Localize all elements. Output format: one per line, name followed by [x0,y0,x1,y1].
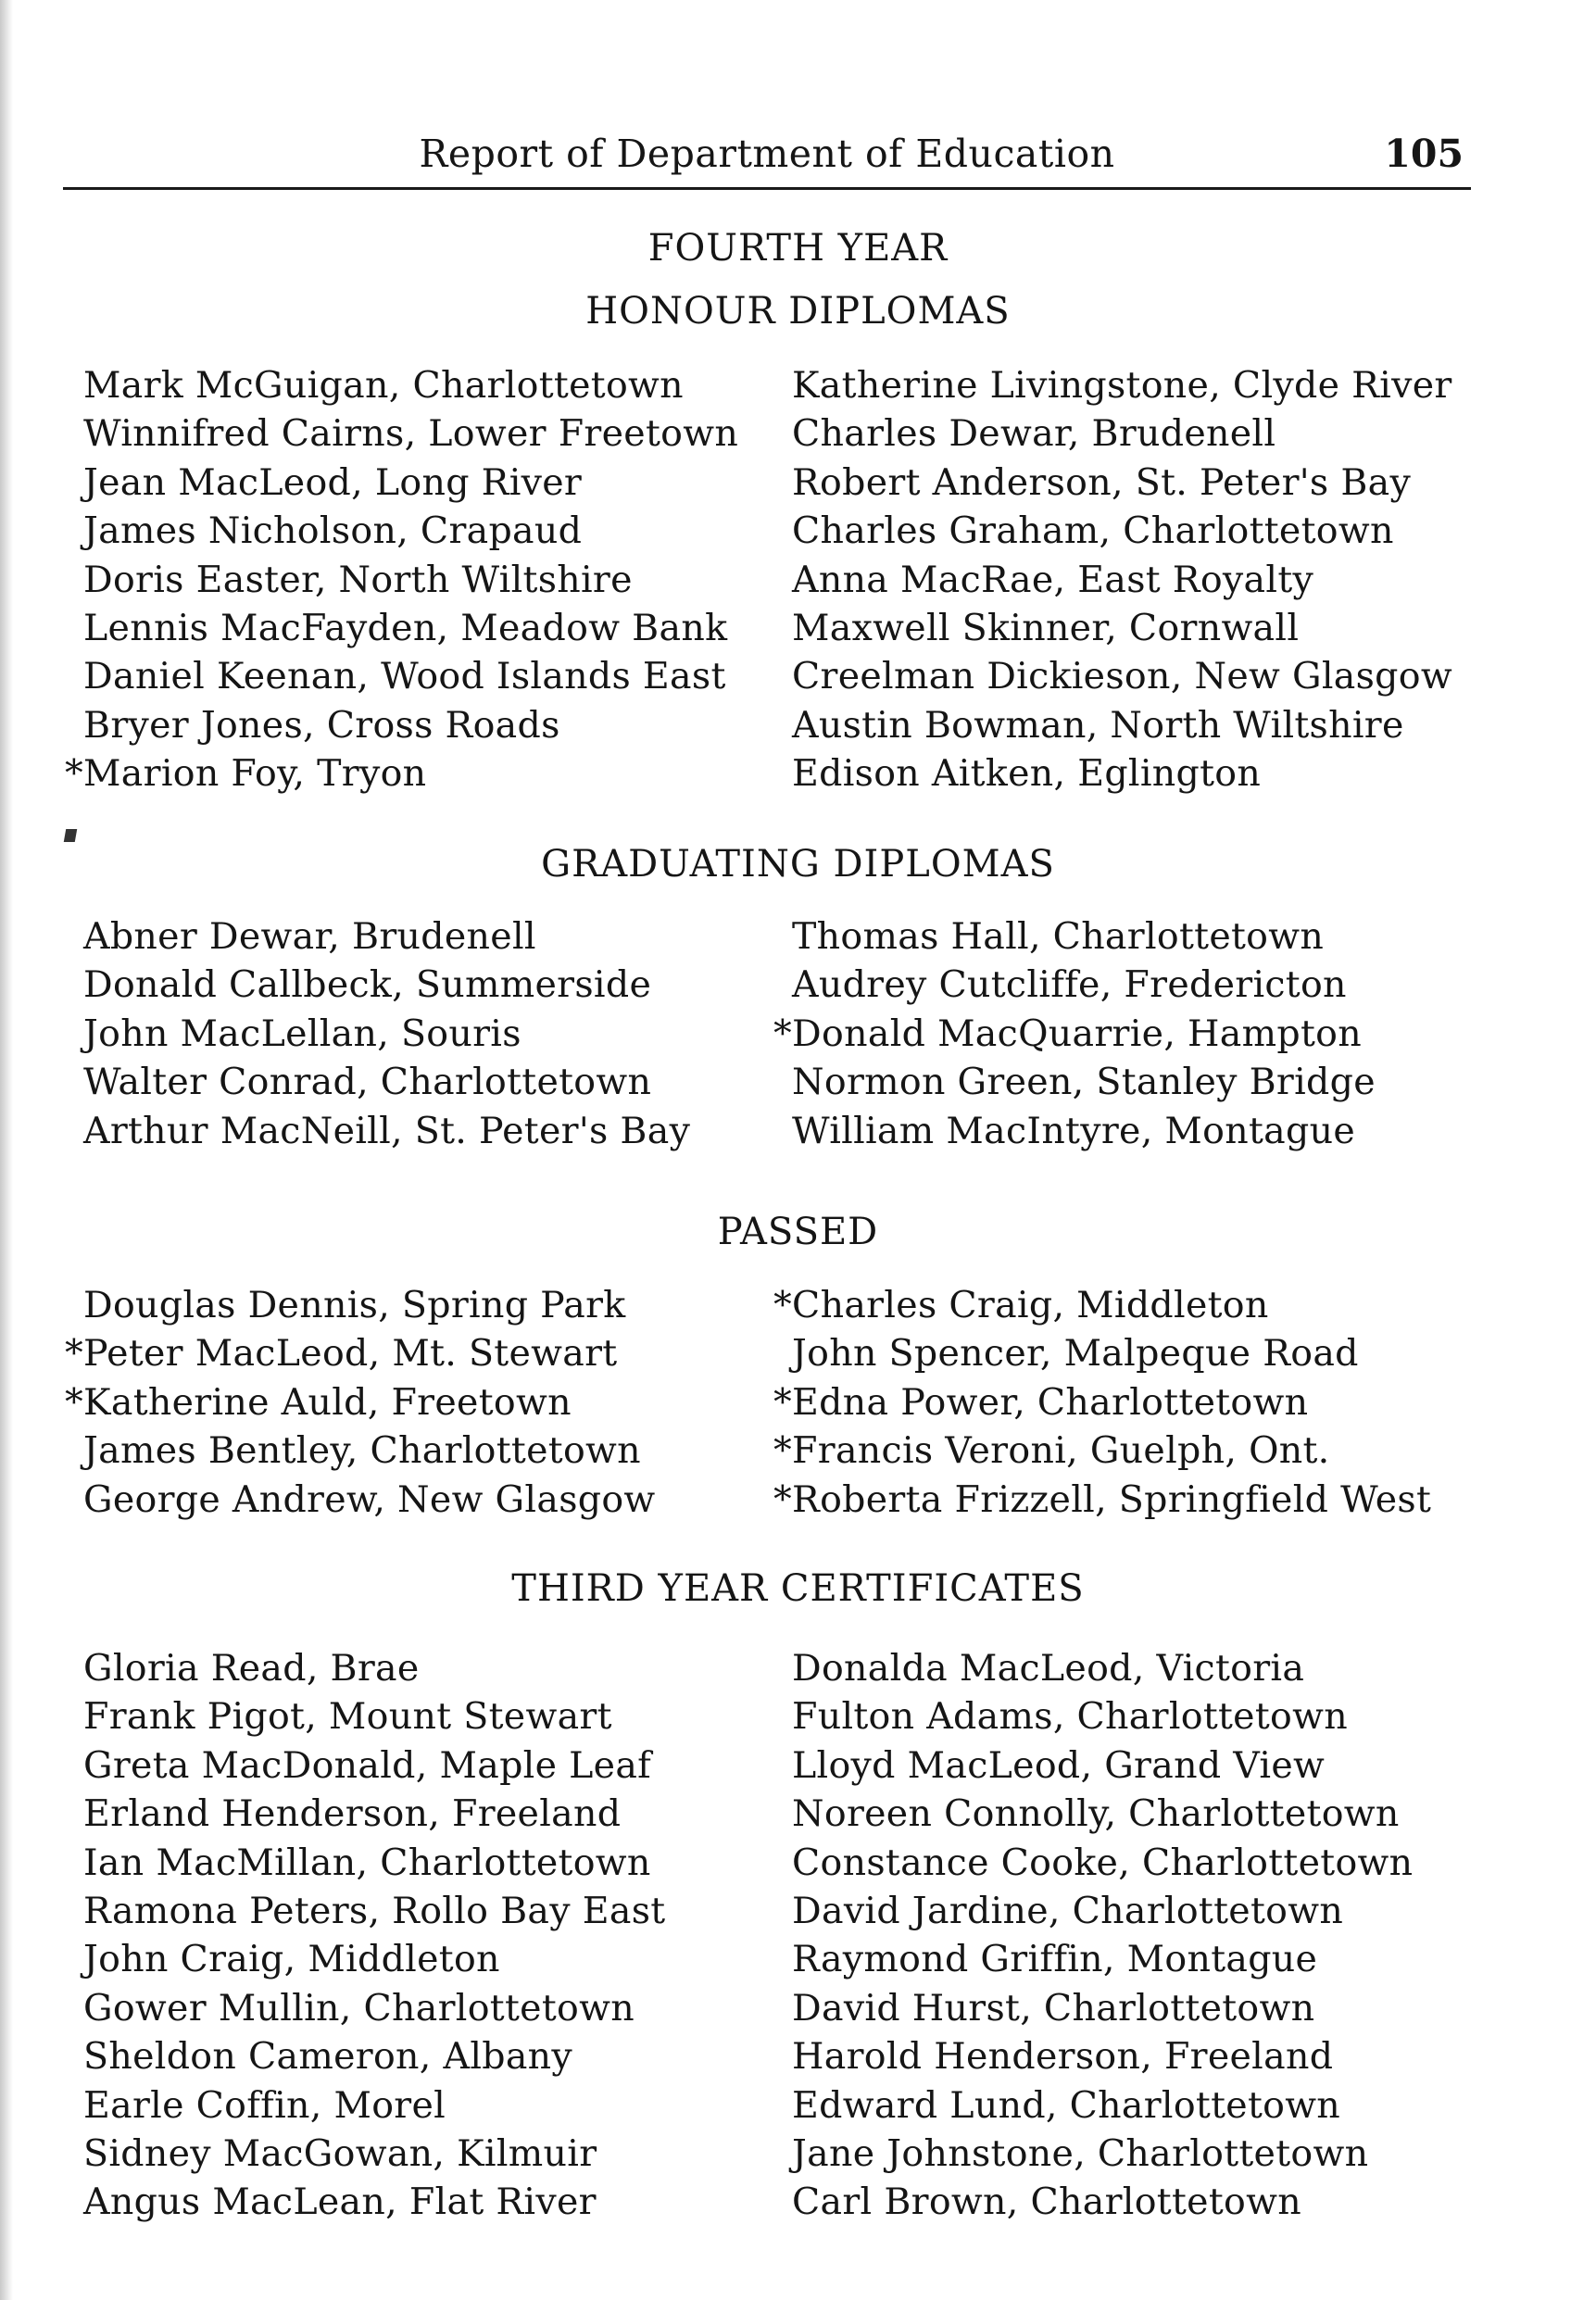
list-item: Carl Brown, Charlottetown [792,2181,1301,2224]
list-item: David Jardine, Charlottetown [792,1889,1344,1932]
list-item: Charles Graham, Charlottetown [792,509,1394,553]
list-item: Ramona Peters, Rollo Bay East [83,1889,666,1932]
heading-honour-diplomas: HONOUR DIPLOMAS [585,290,1011,333]
heading-graduating-diplomas: GRADUATING DIPLOMAS [541,843,1055,886]
list-item: William MacIntyre, Montague [792,1109,1356,1152]
list-item: Doris Easter, North Wiltshire [83,558,633,601]
list-item: Audrey Cutcliffe, Fredericton [792,963,1347,1007]
list-item: Mark McGuigan, Charlottetown [83,364,684,407]
header-title: Report of Department of Education [419,132,1115,176]
page-edge-shadow [0,0,13,2300]
list-item: Jean MacLeod, Long River [83,460,583,504]
list-item: John Spencer, Malpeque Road [792,1332,1359,1376]
list-item: Winnifred Cairns, Lower Freetown [83,412,739,456]
heading-third-year-certificates: THIRD YEAR CERTIFICATES [511,1567,1085,1610]
list-item: Constance Cooke, Charlottetown [792,1841,1414,1884]
page-header [63,130,1471,190]
list-item: Harold Henderson, Freeland [792,2035,1334,2079]
heading-passed: PASSED [717,1211,879,1253]
ink-mark [64,829,77,842]
list-item: Thomas Hall, Charlottetown [792,915,1325,958]
list-item: Fulton Adams, Charlottetown [792,1695,1348,1739]
list-item: Angus MacLean, Flat River [83,2181,597,2224]
graduating-right-column [773,912,1376,1155]
list-item: Bryer Jones, Cross Roads [83,703,560,747]
list-item: Charles Dewar, Brudenell [792,412,1276,456]
list-item: Donald Callbeck, Summerside [83,963,652,1007]
list-item: *Francis Veroni, Guelph, Ont. [773,1429,1330,1473]
list-item: Creelman Dickieson, New Glasgow [792,655,1452,698]
third-year-left-column [83,1644,665,2227]
list-item: *Marion Foy, Tryon [65,752,427,796]
list-item: Robert Anderson, St. Peter's Bay [792,460,1412,504]
list-item: Ian MacMillan, Charlottetown [83,1841,651,1884]
passed-right-column [773,1281,1432,1524]
list-item: Donalda MacLeod, Victoria [792,1647,1305,1690]
list-item: Abner Dewar, Brudenell [83,915,536,958]
list-item: David Hurst, Charlottetown [792,1986,1315,2030]
list-item: Arthur MacNeill, St. Peter's Bay [83,1109,691,1152]
list-item: Edward Lund, Charlottetown [792,2083,1341,2127]
list-item: Douglas Dennis, Spring Park [83,1284,626,1326]
list-item: Daniel Keenan, Wood Islands East [83,655,726,698]
list-item: Lennis MacFayden, Meadow Bank [83,606,728,649]
list-item: Maxwell Skinner, Cornwall [792,606,1300,649]
list-item: Jane Johnstone, Charlottetown [792,2131,1369,2175]
graduating-left-column [83,912,690,1155]
list-item: James Nicholson, Crapaud [83,509,583,553]
list-item: *Katherine Auld, Freetown [65,1380,572,1424]
list-item: George Andrew, New Glasgow [83,1477,656,1521]
list-item: Sheldon Cameron, Albany [83,2035,573,2079]
honour-left-column [65,361,739,798]
list-item: Raymond Griffin, Montague [792,1938,1318,1981]
list-item: Sidney MacGowan, Kilmuir [83,2131,597,2175]
list-item: Austin Bowman, North Wiltshire [792,703,1404,747]
list-item: *Peter MacLeod, Mt. Stewart [65,1332,618,1376]
list-item: Gower Mullin, Charlottetown [83,1986,635,2030]
third-year-right-column [792,1644,1413,2227]
list-item: Normon Green, Stanley Bridge [792,1061,1376,1104]
list-item: *Donald MacQuarrie, Hampton [773,1012,1362,1055]
list-item: Earle Coffin, Morel [83,2083,446,2127]
list-item: James Bentley, Charlottetown [83,1429,641,1473]
list-item: John Craig, Middleton [83,1938,500,1981]
list-item: Frank Pigot, Mount Stewart [83,1695,612,1739]
list-item: Noreen Connolly, Charlottetown [792,1792,1400,1836]
page-number: 105 [1384,132,1464,176]
list-item: Gloria Read, Brae [83,1647,420,1690]
list-item: *Edna Power, Charlottetown [773,1380,1309,1424]
list-item: *Roberta Frizzell, Springfield West [773,1477,1432,1521]
heading-fourth-year: FOURTH YEAR [647,227,949,270]
list-item: Walter Conrad, Charlottetown [83,1061,652,1104]
honour-right-column [792,361,1452,798]
list-item: Lloyd MacLeod, Grand View [792,1743,1326,1787]
list-item: Anna MacRae, East Royalty [792,558,1314,601]
list-item: Greta MacDonald, Maple Leaf [83,1743,652,1787]
list-item: Edison Aitken, Eglington [792,752,1262,796]
passed-left-column [65,1281,656,1524]
list-item: *Charles Craig, Middleton [773,1284,1269,1326]
list-item: Katherine Livingstone, Clyde River [792,364,1452,407]
list-item: John MacLellan, Souris [83,1012,522,1055]
list-item: Erland Henderson, Freeland [83,1792,622,1836]
